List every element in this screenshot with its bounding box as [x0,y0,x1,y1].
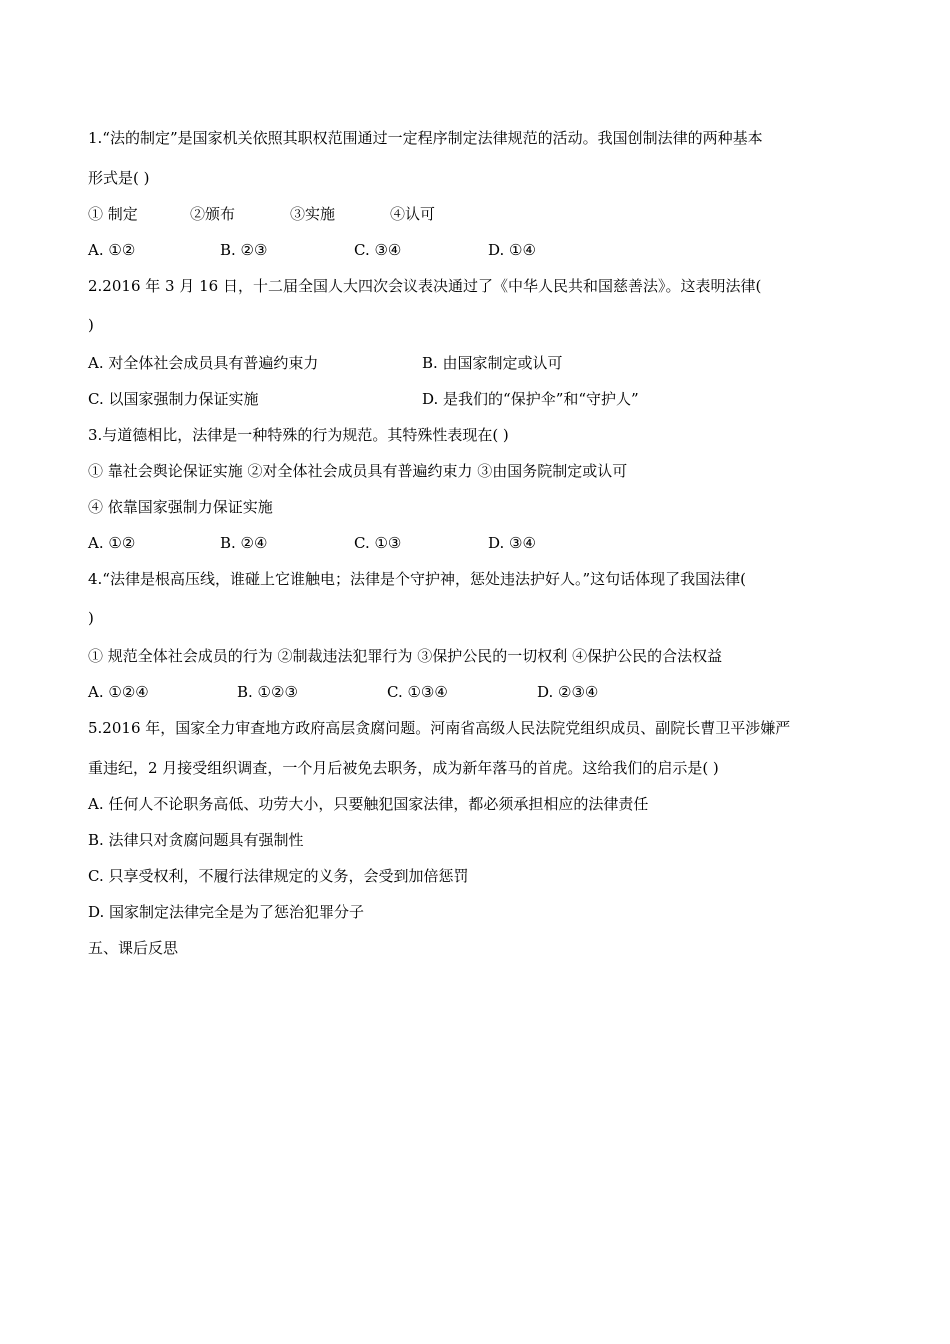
q5-stem-line1: 5.2016 年，国家全力审查地方政府高层贪腐问题。河南省高级人民法院党组织成员、副院长曹卫平涉嫌严 [88,719,791,737]
q4-items-line1: ① 规范全体社会成员的行为 ②制裁违法犯罪行为 ③保护公民的一切权利 ④保护公民的合法权益 [88,647,723,665]
q1-stem-line1: 1.“法的制定”是国家机关依照其职权范围通过一定程序制定法律规范的活动。我国创制法律的两种基本 [88,129,763,147]
section-title: 五、课后反思 [88,939,179,957]
q1-item-1: ① 制定 [88,205,138,223]
q3-option-b: B. ②④ [220,534,268,552]
q2-option-d: D. 是我们的“保护伞”和“守护人” [422,390,639,408]
q2-option-c: C. 以国家强制力保证实施 [88,390,259,408]
q2-option-b: B. 由国家制定或认可 [422,354,563,372]
q3-items-line2: ④ 依靠国家强制力保证实施 [88,498,273,516]
q1-option-a: A. ①② [88,241,136,259]
q1-stem-line2: 形式是( ) [88,169,150,187]
q1-option-b: B. ②③ [220,241,268,259]
q2-option-a: A. 对全体社会成员具有普遍约束力 [88,354,319,372]
q5-option-a: A. 任何人不论职务高低、功劳大小，只要触犯国家法律，都必须承担相应的法律责任 [88,795,649,813]
q1-item-3: ③实施 [290,205,336,223]
q3-option-c: C. ①③ [354,534,402,552]
q3-option-a: A. ①② [88,534,136,552]
q5-option-d: D. 国家制定法律完全是为了惩治犯罪分子 [88,903,365,921]
q3-option-d: D. ③④ [488,534,536,552]
q3-items-line1: ① 靠社会舆论保证实施 ②对全体社会成员具有普遍约束力 ③由国务院制定或认可 [88,462,628,480]
q4-option-c: C. ①③④ [387,683,448,701]
q4-option-b: B. ①②③ [237,683,298,701]
q4-stem-line1: 4.“法律是根高压线，谁碰上它谁触电；法律是个守护神，惩处违法护好人。”这句话体现了我国法律( [88,570,747,588]
q3-stem-line1: 3.与道德相比，法律是一种特殊的行为规范。其特殊性表现在( ) [88,426,509,444]
q1-option-d: D. ①④ [488,241,536,259]
q1-item-4: ④认可 [390,205,436,223]
q4-option-a: A. ①②④ [88,683,149,701]
q2-stem-line1: 2.2016 年 3 月 16 日，十二届全国人大四次会议表决通过了《中华人民共和国慈善法》。这表明法律( [88,277,762,295]
q2-stem-line2: ) [88,316,94,334]
q1-item-2: ②颁布 [190,205,236,223]
q1-option-c: C. ③④ [354,241,402,259]
q4-option-d: D. ②③④ [537,683,599,701]
q5-option-c: C. 只享受权利，不履行法律规定的义务，会受到加倍惩罚 [88,867,469,885]
q5-stem-line2: 重违纪，2 月接受组织调查，一个月后被免去职务，成为新年落马的首虎。这给我们的启示是( ) [88,759,719,777]
q5-option-b: B. 法律只对贪腐问题具有强制性 [88,831,304,849]
q4-stem-line2: ) [88,609,94,627]
